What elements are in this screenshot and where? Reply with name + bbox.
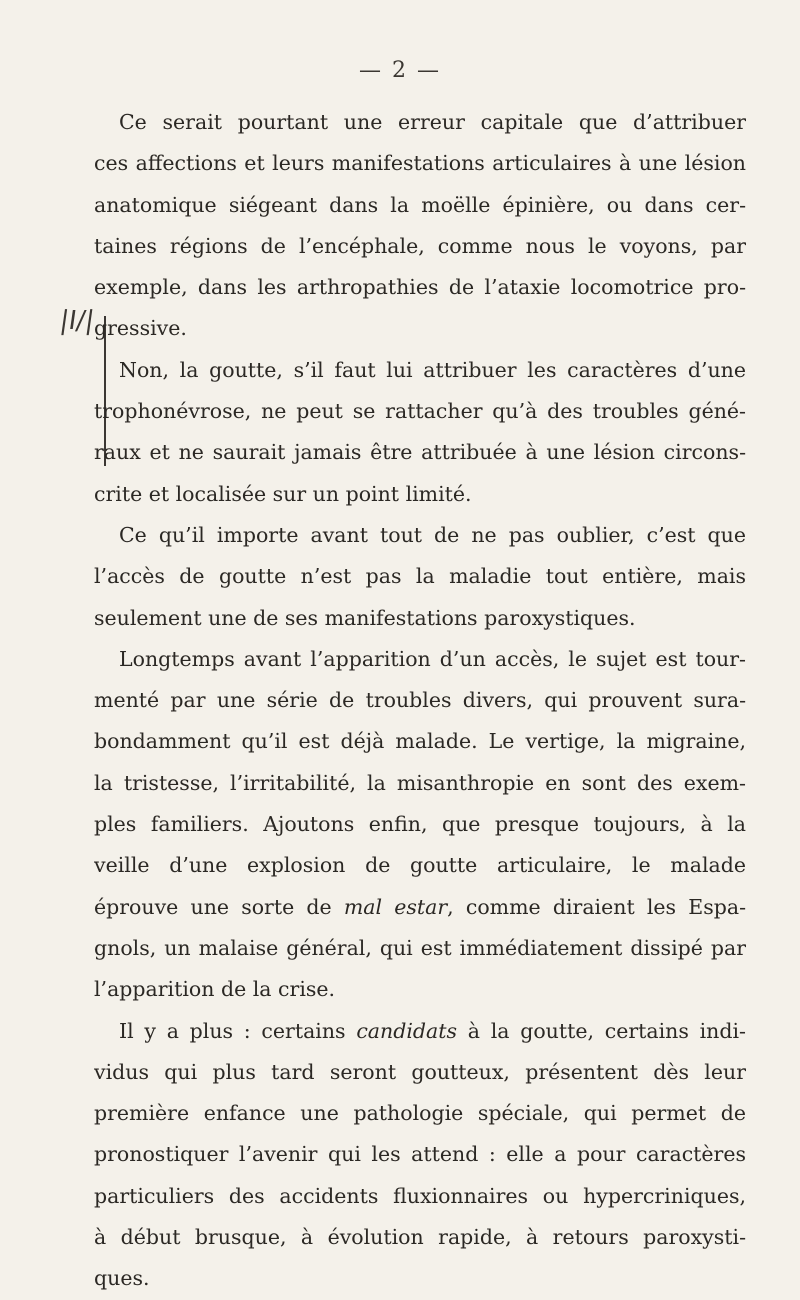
text-line-content: Non, la goutte, s’il faut lui attribuer les caractères d’une	[119, 357, 746, 382]
text-line	[94, 804, 746, 845]
text-line	[94, 763, 746, 804]
text-line	[94, 1217, 746, 1258]
text-line	[94, 474, 746, 515]
text-line-content: trophonévrose, ne peut se rattacher qu’à des troubles géné-	[94, 399, 746, 424]
text-line	[94, 845, 746, 886]
text-line	[94, 556, 746, 597]
text-line	[94, 350, 746, 391]
text-line	[94, 598, 746, 639]
text-line-content: l’accès de goutte n’est pas la maladie tout entière, mais	[94, 564, 746, 589]
text-line-content: la tristesse, l’irritabilité, la misanthropie en sont des exem-	[94, 770, 746, 795]
italic-term: candidats	[356, 1018, 458, 1043]
text-line	[94, 680, 746, 721]
text-line	[94, 928, 746, 969]
text-line-content: ques.	[94, 1266, 150, 1291]
text-line	[94, 639, 746, 680]
text-line	[94, 185, 746, 226]
handwritten-margin-mark: |I/|	[57, 306, 97, 336]
text-line-content: particuliers des accidents fluxionnaires ou hypercriniques,	[94, 1183, 746, 1208]
text-line	[94, 1176, 746, 1217]
text-line-content: gnols, un malaise général, qui est immédiatement dissipé par	[94, 935, 746, 960]
text-line	[94, 1134, 746, 1175]
text-line-content: Il y a plus : certains	[119, 1018, 346, 1043]
text-line-content: Ce serait pourtant une erreur capitale que d’attribuer	[119, 110, 746, 134]
text-line	[94, 1011, 746, 1052]
text-line	[94, 887, 746, 928]
text-line	[94, 721, 746, 762]
text-line	[94, 308, 746, 349]
text-line-tail: , comme diraient les Espa-	[447, 894, 746, 919]
text-line-content: veille d’une explosion de goutte articulaire, le malade	[94, 853, 746, 878]
text-line-content: pronostiquer l’avenir qui les attend : elle a pour caractères	[94, 1142, 746, 1167]
text-line-content: Ce qu’il importe avant tout de ne pas oublier, c’est que	[119, 522, 746, 547]
text-line-content: ces affections et leurs manifestations articulaires à une lésion	[94, 151, 746, 176]
body-text	[94, 102, 746, 1300]
text-line-content: anatomique siégeant dans la moëlle épinière, ou dans cer-	[94, 192, 746, 217]
text-line	[94, 391, 746, 432]
text-line-content: raux et ne saurait jamais être attribuée à une lésion circons-	[94, 440, 746, 465]
text-line	[94, 102, 746, 143]
text-line	[94, 432, 746, 473]
text-line	[94, 267, 746, 308]
text-line-content: à début brusque, à évolution rapide, à retours paroxysti-	[94, 1225, 746, 1250]
text-line	[94, 1093, 746, 1134]
text-line-content: taines régions de l’encéphale, comme nous le voyons, par	[94, 233, 746, 258]
text-line-content: bondamment qu’il est déjà malade. Le vertige, la migraine,	[94, 729, 746, 754]
text-line-content: seulement une de ses manifestations paroxystiques.	[94, 605, 636, 630]
text-line-content: l’apparition de la crise.	[94, 977, 336, 1002]
text-line-tail: à la goutte, certains indi-	[457, 1018, 746, 1043]
text-line	[94, 1258, 746, 1299]
text-line-content: première enfance une pathologie spéciale, qui permet de	[94, 1101, 746, 1126]
text-line-content: ples familiers. Ajoutons enfin, que presque toujours, à la	[94, 812, 746, 837]
text-line	[94, 226, 746, 267]
text-line-content: gressive.	[94, 316, 187, 341]
text-line-content: vidus qui plus tard seront goutteux, présentent dès leur	[94, 1059, 746, 1084]
italic-term: mal estar	[343, 894, 448, 919]
page-number: — 2 —	[359, 58, 441, 83]
text-line-content: exemple, dans les arthropathies de l’ataxie locomotrice pro-	[94, 275, 746, 300]
text-line	[94, 515, 746, 556]
text-line-content: Longtemps avant l’apparition d’un accès, le sujet est tour-	[119, 646, 746, 671]
text-line-content: crite et localisée sur un point limité.	[94, 481, 472, 506]
text-line	[94, 1052, 746, 1093]
text-line	[94, 143, 746, 184]
text-line-content: menté par une série de troubles divers, qui prouvent sura-	[94, 688, 746, 713]
text-line	[94, 969, 746, 1010]
text-line-content: éprouve une sorte de	[94, 894, 332, 919]
